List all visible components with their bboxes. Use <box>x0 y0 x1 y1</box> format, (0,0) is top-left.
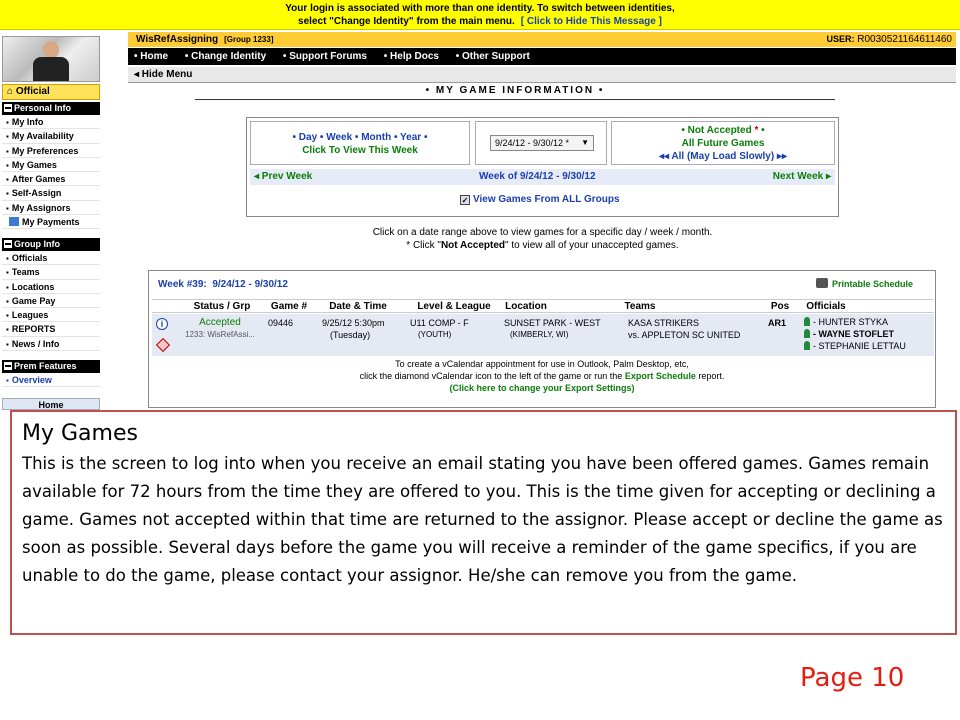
col-pos[interactable]: Pos <box>770 301 790 312</box>
filter-box <box>611 121 835 165</box>
banner-line2: select "Change Identity" from the main menu. <box>298 16 515 27</box>
sidebar-item-reports[interactable]: ▪ REPORTS <box>2 322 100 336</box>
sidebar-item-locations[interactable]: ▪ Locations <box>2 280 100 294</box>
official-role-badge[interactable] <box>2 84 100 100</box>
sidebar-item-my-games[interactable]: ▪ My Games <box>2 158 100 172</box>
info-icon[interactable]: i <box>156 318 168 330</box>
export-note <box>150 358 934 394</box>
week-range: 9/24/12 - 9/30/12 <box>212 279 288 290</box>
sidebar-item-self-assign[interactable]: ▪ Self-Assign <box>2 186 100 200</box>
export-line1: To create a vCalendar appointment for use in Outlook, Palm Desktop, etc, <box>395 359 689 369</box>
date-range-hint <box>246 226 839 252</box>
game-status: Accepted <box>199 317 241 328</box>
team-away: vs. APPLETON SC UNITED <box>628 330 741 340</box>
game-group: 1233: WisRefAssi... <box>185 330 255 339</box>
game-position: AR1 <box>768 318 787 328</box>
all-groups-toggle[interactable]: ✓ View Games From ALL Groups <box>461 194 620 205</box>
printable-schedule-link[interactable]: Printable Schedule <box>816 278 913 289</box>
official-1: - HUNTER STYKA <box>804 316 906 328</box>
separator-dot: • <box>761 125 765 136</box>
table-row[interactable] <box>152 314 934 356</box>
click-view-week-link[interactable]: Click To View This Week <box>302 145 418 156</box>
sidebar-item-teams[interactable]: ▪ Teams <box>2 265 100 279</box>
official-label: Official <box>15 86 50 97</box>
team-home: KASA STRIKERS <box>628 318 700 328</box>
group-info-section <box>2 238 100 351</box>
app-header <box>128 32 956 47</box>
required-star: * <box>754 125 759 136</box>
week-navigator <box>250 169 835 185</box>
nav-home[interactable]: • Home <box>134 51 169 62</box>
hint-line2: * Click "Not Accepted" to view all of your unaccepted games. <box>406 240 679 251</box>
official-2: - WAYNE STOFLET <box>804 328 906 340</box>
sidebar-item-leagues[interactable]: ▪ Leagues <box>2 308 100 322</box>
sidebar-item-my-payments[interactable]: My Payments <box>2 215 100 229</box>
vcalendar-diamond-icon[interactable] <box>156 338 170 352</box>
person-icon <box>804 317 810 326</box>
prem-features-header[interactable]: Prem Features <box>2 360 100 373</box>
games-table-header <box>152 299 934 313</box>
hide-message-link[interactable]: [ Click to Hide This Message ] <box>520 16 662 27</box>
sidebar-item-overview[interactable]: ▪ Overview <box>2 373 100 387</box>
collapse-icon <box>4 362 12 370</box>
hint-line1: Click on a date range above to view games for a specific day / week / month. <box>372 227 713 238</box>
personal-info-section <box>2 102 100 229</box>
nav-other-support[interactable]: • Other Support <box>455 51 530 62</box>
not-accepted-link[interactable]: • Not Accepted <box>681 125 752 136</box>
export-settings-link[interactable]: (Click here to change your Export Settings) <box>449 383 635 393</box>
all-games-link[interactable]: ◂◂ All (May Load Slowly) ▸▸ <box>658 151 788 162</box>
date-range-select[interactable]: 9/24/12 - 9/30/12 * ▼ <box>490 135 594 151</box>
prev-week-link[interactable]: ◂ Prev Week <box>254 171 313 182</box>
col-officials[interactable]: Officials <box>806 301 846 312</box>
dropdown-arrow-icon: ▼ <box>581 138 589 147</box>
page-number: Page 10 <box>800 663 905 693</box>
game-date: 9/25/12 5:30pm <box>322 318 385 328</box>
description-title: My Games <box>22 421 138 446</box>
sidebar-item-my-info[interactable]: ▪ My Info <box>2 115 100 129</box>
sidebar-item-news[interactable]: ▪ News / Info <box>2 337 100 351</box>
col-location[interactable]: Location <box>505 301 547 312</box>
sidebar-item-game-pay[interactable]: ▪ Game Pay <box>2 294 100 308</box>
week-of-label: Week of 9/24/12 - 9/30/12 <box>479 171 596 182</box>
export-schedule-link[interactable]: Export Schedule <box>624 371 696 381</box>
game-league: (YOUTH) <box>418 330 452 339</box>
hide-menu-button[interactable]: ◂ Hide Menu <box>128 67 956 83</box>
sidebar-item-my-preferences[interactable]: ▪ My Preferences <box>2 144 100 158</box>
collapse-icon <box>4 240 12 248</box>
sidebar-home-button[interactable]: Home <box>2 398 100 410</box>
personal-info-header[interactable]: Personal Info <box>2 102 100 115</box>
game-location: SUNSET PARK - WEST <box>504 318 601 328</box>
avatar <box>2 36 100 82</box>
checkbox-checked-icon[interactable]: ✓ <box>461 196 469 205</box>
nav-support-forums[interactable]: • Support Forums <box>282 51 367 62</box>
printer-icon <box>816 278 828 288</box>
view-period-box <box>250 121 470 165</box>
sidebar-item-officials[interactable]: ▪ Officials <box>2 251 100 265</box>
game-number: 09446 <box>268 318 294 328</box>
col-teams[interactable]: Teams <box>624 301 656 312</box>
description-box <box>10 410 957 635</box>
game-day: (Tuesday) <box>330 330 371 340</box>
col-level[interactable]: Level & League <box>417 301 491 312</box>
banner-line1: Your login is associated with more than one identity. To switch between identities, <box>285 3 675 14</box>
main-nav <box>128 48 956 65</box>
sidebar-item-my-availability[interactable]: ▪ My Availability <box>2 129 100 143</box>
col-game-no[interactable]: Game # <box>270 301 308 312</box>
group-info-header[interactable]: Group Info <box>2 238 100 251</box>
person-icon <box>804 329 810 338</box>
all-future-games-link[interactable]: All Future Games <box>681 138 765 149</box>
home-icon: ⌂ <box>7 86 14 97</box>
next-week-link[interactable]: Next Week ▸ <box>772 171 831 182</box>
collapse-icon <box>4 104 12 112</box>
game-level: U11 COMP - F <box>410 318 469 328</box>
col-date[interactable]: Date & Time <box>329 301 387 312</box>
col-status[interactable]: Status / Grp <box>193 301 251 312</box>
description-body: This is the screen to log into when you receive an email stating you have been offered games. Games remain available for 72 hours from the time they are offered to you. This is the time given for accepting or declining a game. Games not accepted within that time are returned to the assignor. Please accept or decline the game as soon as possible. Several days before the game you will receive a reminder of the game specifics, if you are unable to do the game, please contact your assignor. He/she can remove you from the game. <box>22 454 943 585</box>
person-icon <box>804 341 810 350</box>
export-line2: click the diamond vCalendar icon to the left of the game or run the Export Schedule report. <box>359 371 725 381</box>
nav-help-docs[interactable]: • Help Docs <box>383 51 439 62</box>
payments-icon <box>9 217 19 226</box>
group-label: [Group 1233] <box>224 35 274 44</box>
nav-change-identity[interactable]: • Change Identity <box>184 51 267 62</box>
sidebar-item-my-assignors[interactable]: ▪ My Assignors <box>2 201 100 215</box>
prem-features-section <box>2 360 100 387</box>
sidebar-item-after-games[interactable]: ▪ After Games <box>2 172 100 186</box>
page-title: • MY GAME INFORMATION • <box>195 84 835 100</box>
identity-banner <box>0 0 960 30</box>
game-city: (KIMBERLY, WI) <box>510 330 569 339</box>
official-3: - STEPHANIE LETTAU <box>804 340 906 352</box>
week-number: Week #39: <box>158 279 207 290</box>
user-id: USER: R0030521164611460 <box>826 34 952 45</box>
view-period-links[interactable]: • Day • Week • Month • Year • <box>292 132 428 143</box>
app-name: WisRefAssigning <box>136 34 219 45</box>
